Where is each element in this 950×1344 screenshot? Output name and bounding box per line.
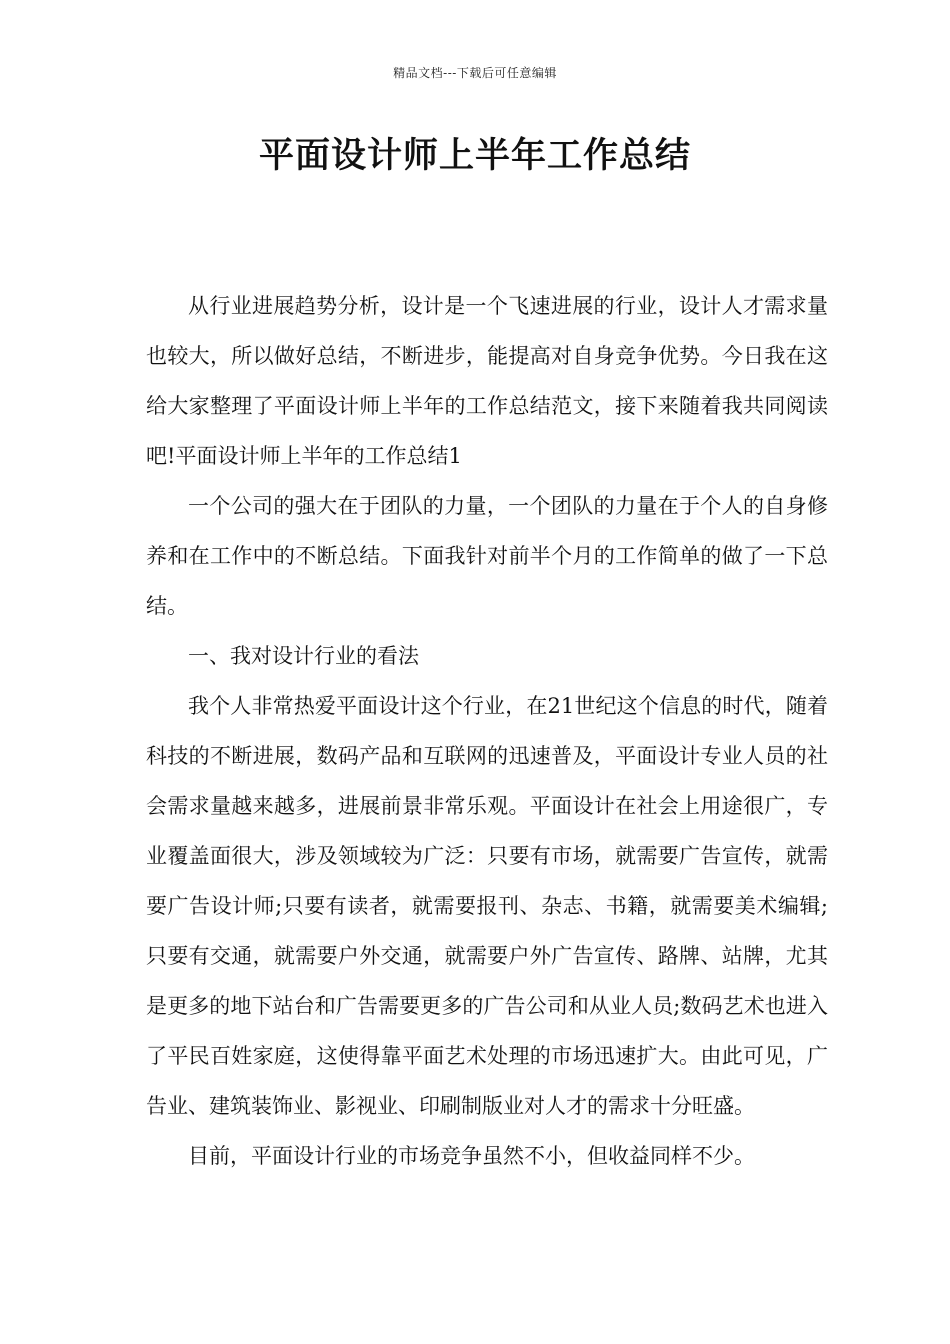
document-title: 平面设计师上半年工作总结 (258, 136, 691, 176)
paragraph-industry: 我个人非常热爱平面设计这个行业，在21世纪这个信息的时代，随着科技的不断进展，数码产品和互联网的迅速普及，平面设计专业人员的社会需求量越来越多，进展前景非常乐观。平面设计在社会上用途很广，专业覆盖面很大，涉及领域较为广泛：只要有市场，就需要广告宣传，就需要广告设计师;只要有读者，就需要报刊、杂志、书籍，就需要美术编辑;只要有交通，就需要户外交通，就需要户外广告宣传、路牌、站牌，尤其是更多的地下站台和广告需要更多的广告公司和从业人员;数码艺术也进入了平民百姓家庭，这使得靠平面艺术处理的市场迅速扩大。由此可见，广告业、建筑装饰业、影视业、印刷制版业对人才的需求十分旺盛。 (146, 694, 828, 1118)
section-heading-1: 一、我对设计行业的看法 (188, 644, 419, 668)
document-body (146, 281, 828, 1181)
header-note: 精品文档---下载后可任意编辑 (393, 66, 557, 80)
paragraph-team: 一个公司的强大在于团队的力量，一个团队的力量在于个人的自身修养和在工作中的不断总结。下面我针对前半个月的工作简单的做了一下总结。 (146, 494, 828, 618)
paragraph-intro: 从行业进展趋势分析，设计是一个飞速进展的行业，设计人才需求量也较大，所以做好总结，不断进步，能提高对自身竞争优势。今日我在这给大家整理了平面设计师上半年的工作总结范文，接下来随着我共同阅读吧!平面设计师上半年的工作总结1 (146, 294, 828, 468)
paragraph-current: 目前，平面设计行业的市场竞争虽然不小，但收益同样不少。 (188, 1144, 755, 1168)
